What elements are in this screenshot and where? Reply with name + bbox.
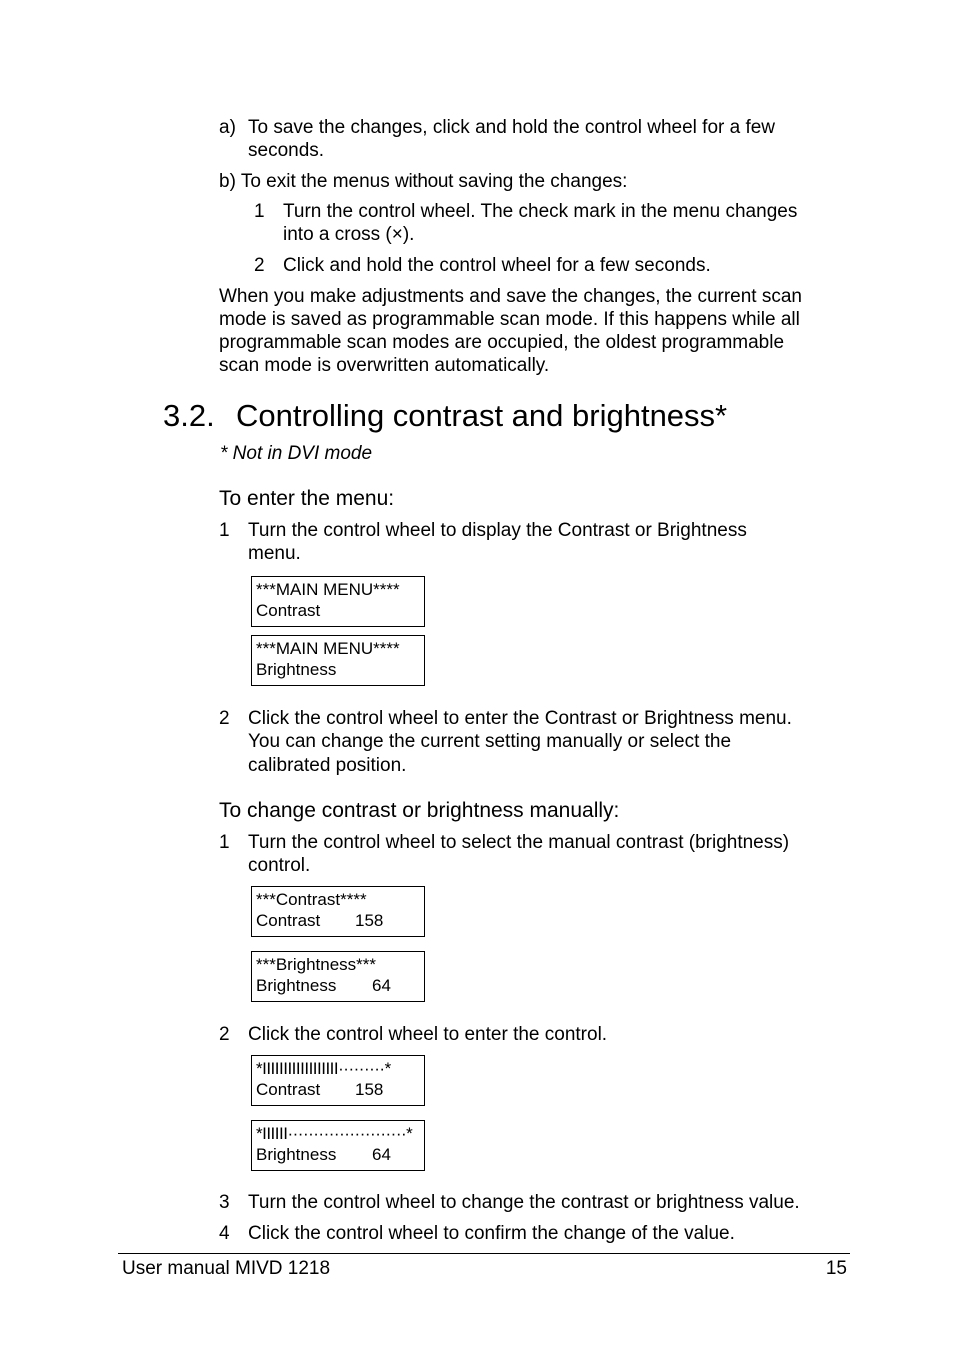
section-heading: [163, 398, 728, 434]
subheading-enter-menu: To enter the menu:: [219, 487, 395, 510]
lcd-line: *IIIIIIIIIIIIIIIIII·········*: [256, 1059, 391, 1078]
lcd-value: 64: [372, 976, 391, 995]
step-b-prefix: b) To exit the menus: [219, 171, 396, 192]
list-text: calibrated position.: [248, 755, 407, 776]
lcd-line: ***MAIN MENU****: [256, 639, 400, 658]
step-text: To save the changes, click and hold the control wheel for a few: [248, 117, 776, 138]
list-text: Turn the control wheel to display the Contrast or Brightness: [248, 520, 747, 541]
lcd-line: ***MAIN MENU****: [256, 580, 400, 599]
list-number: 2: [254, 255, 265, 276]
paragraph-line: When you make adjustments and save the changes, the current scan: [219, 286, 802, 307]
lcd-label: Brightness: [256, 976, 337, 995]
list-number: 1: [219, 832, 230, 853]
paragraph-line: programmable scan modes are occupied, the oldest programmable: [219, 332, 785, 353]
subheading-manual: To change contrast or brightness manually:: [219, 799, 620, 822]
section-footnote: * Not in DVI mode: [220, 443, 373, 464]
lcd-display-contrast-control: [251, 1055, 425, 1106]
list-text: into a cross (×).: [283, 224, 415, 245]
lcd-line: *IIIIII·······················*: [256, 1124, 413, 1143]
lcd-display-main-brightness: [251, 635, 425, 686]
list-text: menu.: [248, 543, 301, 564]
list-text: Turn the control wheel. The check mark in the menu changes: [283, 201, 798, 222]
list-text: Click the control wheel to enter the Contrast or Brightness menu.: [248, 708, 792, 729]
lcd-display-brightness-control: [251, 1120, 425, 1171]
lcd-label: Brightness: [256, 1145, 337, 1164]
lcd-label: Contrast: [256, 1080, 321, 1099]
list-number: 4: [219, 1223, 230, 1244]
section-number: 3.2.: [163, 398, 215, 433]
list-number: 2: [219, 708, 230, 729]
list-number: 1: [219, 520, 230, 541]
list-text: control.: [248, 855, 311, 876]
list-number: 2: [219, 1024, 230, 1045]
lcd-line: Brightness: [256, 660, 337, 679]
lcd-display-main-contrast: [251, 576, 425, 627]
lcd-line: [256, 910, 424, 931]
list-text: Turn the control wheel to change the contrast or brightness value.: [248, 1192, 800, 1213]
step-text: seconds.: [248, 140, 325, 161]
footer-page-number: 15: [825, 1258, 847, 1279]
step-b-suffix: saving the changes:: [453, 171, 628, 192]
list-text: Turn the control wheel to select the manual contrast (brightness): [248, 832, 790, 853]
list-text: You can change the current setting manually or select the: [248, 731, 732, 752]
lcd-line: ***Brightness***: [256, 955, 377, 974]
lcd-display-brightness-select: [251, 951, 425, 1002]
note-paragraph: [219, 285, 802, 377]
list-number: 3: [219, 1192, 230, 1213]
step-b: [219, 170, 627, 193]
lcd-line: [256, 1144, 424, 1165]
lcd-line: Contrast: [256, 601, 321, 620]
section-title: Controlling contrast and brightness*: [236, 398, 728, 433]
list-text: Click the control wheel to enter the control.: [248, 1024, 608, 1045]
list-number: 1: [254, 201, 265, 222]
lcd-label: Contrast: [256, 911, 321, 930]
lcd-value: 158: [355, 911, 384, 930]
lcd-line: [256, 1079, 424, 1100]
lcd-line: ***Contrast****: [256, 890, 367, 909]
list-text: Click and hold the control wheel for a few seconds.: [283, 255, 711, 276]
step-marker: a): [219, 117, 236, 138]
list-text: Click the control wheel to confirm the change of the value.: [248, 1223, 735, 1244]
lcd-display-contrast-select: [251, 886, 425, 937]
footer-title: User manual MIVD 1218: [122, 1258, 331, 1279]
lcd-value: 64: [372, 1145, 391, 1164]
paragraph-line: mode is saved as programmable scan mode. If this happens while all: [219, 309, 800, 330]
lcd-value: 158: [355, 1080, 384, 1099]
paragraph-line: scan mode is overwritten automatically.: [219, 355, 550, 376]
footer-rule: [118, 1253, 850, 1254]
step-b-emphasis: without: [395, 171, 454, 192]
lcd-line: [256, 975, 424, 996]
